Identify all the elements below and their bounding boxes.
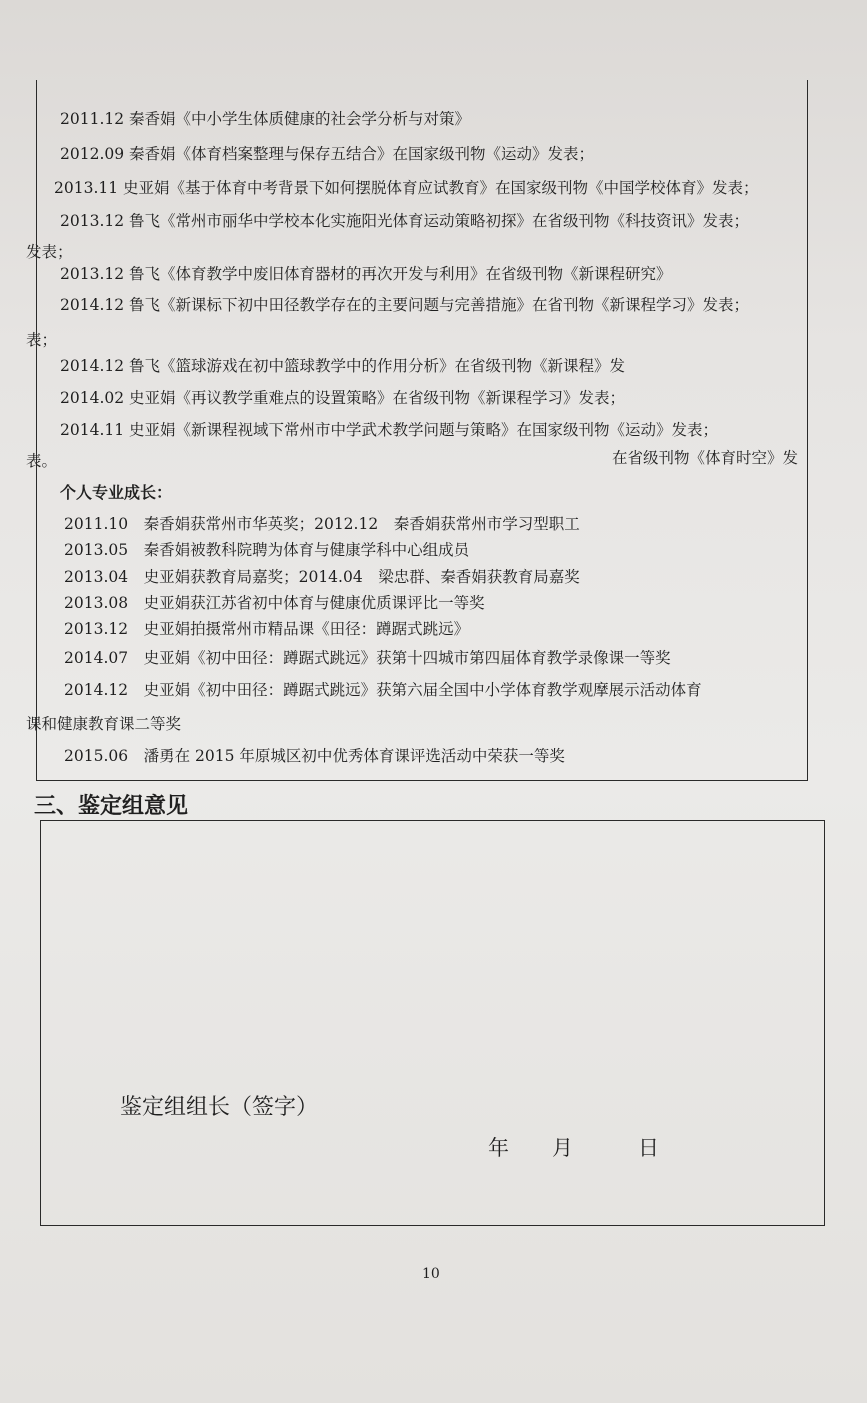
publication-line: 表； bbox=[26, 331, 58, 349]
growth-line: 2013.12 史亚娟拍摄常州市精品课《田径：蹲踞式跳远》 bbox=[64, 620, 470, 638]
growth-line: 2011.10 秦香娟获常州市华英奖；2012.12 秦香娟获常州市学习型职工 bbox=[64, 515, 580, 533]
date-year: 年 bbox=[488, 1136, 509, 1160]
publication-line: 2014.12 鲁飞《新课标下初中田径教学存在的主要问题与完善措施》在省刊物《新课程学习》发表； bbox=[60, 296, 750, 314]
publication-line: 2014.11 史亚娟《新课程视域下常州市中学武术教学问题与策略》在国家级刊物《运动》发表； bbox=[60, 421, 719, 439]
publication-line: 2012.09 秦香娟《体育档案整理与保存五结合》在国家级刊物《运动》发表； bbox=[60, 145, 595, 163]
publication-line: 在省级刊物《体育时空》发 bbox=[612, 449, 799, 467]
growth-line: 2013.08 史亚娟获江苏省初中体育与健康优质课评比一等奖 bbox=[64, 594, 485, 612]
publication-line: 2013.11 史亚娟《基于体育中考背景下如何摆脱体育应试教育》在国家级刊物《中国学校体育》发表； bbox=[54, 179, 759, 197]
signature-label: 鉴定组组长（签字） bbox=[120, 1095, 319, 1120]
publication-line: 发表； bbox=[26, 243, 73, 261]
growth-line: 2014.07 史亚娟《初中田径：蹲踞式跳远》获第十四城市第四届体育教学录像课一等奖 bbox=[64, 649, 671, 667]
growth-title: 个人专业成长： bbox=[60, 483, 173, 502]
publication-line: 2013.12 鲁飞《常州市丽华中学校本化实施阳光体育运动策略初探》在省级刊物《科技资讯》发表； bbox=[60, 212, 750, 230]
date-day: 日 bbox=[638, 1136, 659, 1160]
section-heading: 三、鉴定组意见 bbox=[34, 794, 189, 819]
publication-line: 2011.12 秦香娟《中小学生体质健康的社会学分析与对策》 bbox=[60, 110, 471, 128]
publication-line: 2014.02 史亚娟《再议教学重难点的设置策略》在省级刊物《新课程学习》发表； bbox=[60, 389, 626, 407]
publication-line: 2014.12 鲁飞《篮球游戏在初中篮球教学中的作用分析》在省级刊物《新课程》发 bbox=[60, 357, 626, 375]
publication-line: 2013.12 鲁飞《体育教学中废旧体育器材的再次开发与利用》在省级刊物《新课程研究》 bbox=[60, 265, 672, 283]
growth-line: 2013.04 史亚娟获教育局嘉奖；2014.04 梁忠群、秦香娟获教育局嘉奖 bbox=[64, 568, 580, 586]
evaluation-opinion-box bbox=[40, 820, 825, 1226]
growth-line: 课和健康教育课二等奖 bbox=[26, 715, 182, 733]
growth-line: 2013.05 秦香娟被教科院聘为体育与健康学科中心组成员 bbox=[64, 541, 470, 559]
page-number: 10 bbox=[422, 1266, 440, 1282]
date-month: 月 bbox=[552, 1136, 573, 1160]
publication-line: 表。 bbox=[26, 452, 58, 470]
growth-line: 2014.12 史亚娟《初中田径：蹲踞式跳远》获第六届全国中小学体育教学观摩展示活动体育 bbox=[64, 681, 702, 699]
growth-line: 2015.06 潘勇在 2015 年原城区初中优秀体育课评选活动中荣获一等奖 bbox=[64, 747, 565, 765]
